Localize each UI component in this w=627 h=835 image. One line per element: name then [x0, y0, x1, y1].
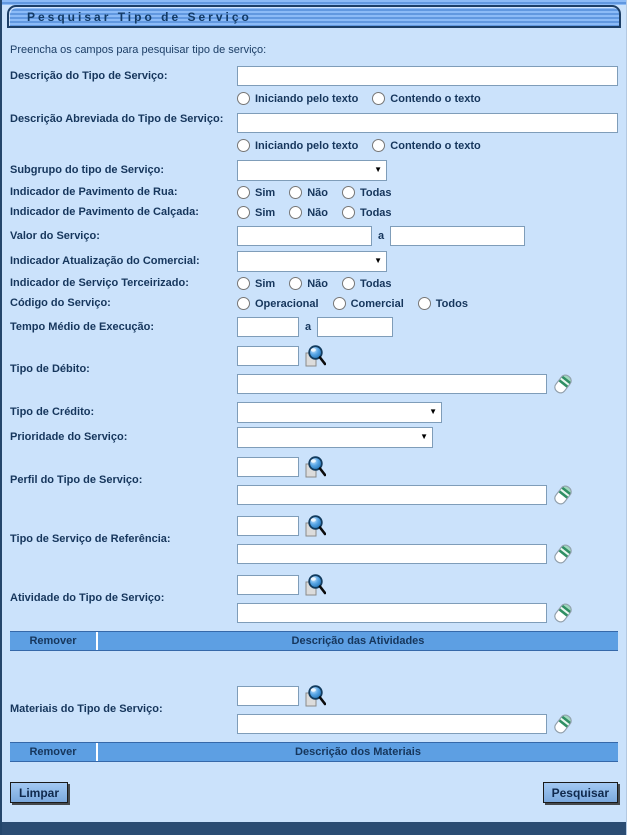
pavimento-rua-sim-label: Sim	[255, 186, 276, 199]
row-terceirizado	[10, 277, 618, 290]
pavimento-calcada-sim-label: Sim	[255, 206, 276, 219]
perfil-label: Perfil do Tipo de Serviço:	[10, 474, 143, 486]
tipo-debito-code-input[interactable]	[237, 346, 299, 366]
eraser-icon	[553, 542, 573, 566]
row-descricao-radios	[10, 92, 618, 105]
magnifier-document-icon	[303, 514, 326, 538]
pavimento-rua-todas-radio[interactable]	[342, 186, 355, 199]
pesquisar-button[interactable]: Pesquisar	[543, 782, 618, 803]
pavimento-calcada-todas-label: Todas	[359, 206, 392, 219]
codigo-comercial-label: Comercial	[350, 297, 404, 310]
materiais-code-input[interactable]	[237, 686, 299, 706]
magnifier-document-icon	[303, 344, 326, 368]
chevron-down-icon: ▼	[374, 256, 382, 265]
terceirizado-nao-label: Não	[307, 277, 328, 290]
terceirizado-sim-radio[interactable]	[237, 277, 250, 290]
pavimento-rua-sim-radio[interactable]	[237, 186, 250, 199]
pavimento-rua-nao-radio[interactable]	[289, 186, 302, 199]
pavimento-calcada-todas-radio[interactable]	[342, 206, 355, 219]
tipo-credito-label: Tipo de Crédito:	[10, 406, 95, 418]
descricao-abreviada-label: Descrição Abreviada do Tipo de Serviço:	[10, 113, 224, 125]
descricao-input[interactable]	[237, 66, 618, 86]
spacer	[10, 657, 618, 683]
materiais-clear-button[interactable]	[553, 712, 573, 736]
referencia-label: Tipo de Serviço de Referência:	[10, 533, 171, 545]
valor-servico-label: Valor do Serviço:	[10, 229, 100, 242]
tempo-medio-from-input[interactable]	[237, 317, 299, 337]
row-descricao-abreviada	[10, 113, 618, 133]
valor-servico-to-input[interactable]	[390, 226, 525, 246]
page-title: Pesquisar Tipo de Serviço	[27, 9, 252, 24]
chevron-down-icon: ▼	[420, 432, 428, 441]
atividade-clear-button[interactable]	[553, 601, 573, 625]
perfil-clear-button[interactable]	[553, 483, 573, 507]
pavimento-rua-todas-label: Todas	[359, 186, 392, 199]
materiais-label: Materiais do Tipo de Serviço:	[10, 703, 163, 715]
descricao-iniciando-radio[interactable]	[237, 92, 250, 105]
tipo-debito-description-field	[237, 374, 547, 394]
atividade-code-input[interactable]	[237, 575, 299, 595]
magnifier-document-icon	[303, 684, 326, 708]
row-tempo-medio	[10, 317, 618, 337]
pavimento-calcada-sim-radio[interactable]	[237, 206, 250, 219]
tipo-credito-select[interactable]	[238, 404, 441, 423]
row-tipo-debito	[10, 343, 618, 396]
row-abreviada-radios	[10, 139, 618, 152]
atualizacao-comercial-select[interactable]	[238, 253, 386, 272]
terceirizado-nao-radio[interactable]	[289, 277, 302, 290]
terceirizado-sim-label: Sim	[255, 277, 276, 290]
row-atividade	[10, 572, 618, 625]
form-area	[2, 44, 626, 803]
materiais-descricao-column-header: Descrição dos Materiais	[295, 746, 421, 758]
codigo-servico-label: Código do Serviço:	[10, 297, 111, 309]
abreviada-iniciando-radio[interactable]	[237, 139, 250, 152]
codigo-todos-radio[interactable]	[418, 297, 431, 310]
row-atualizacao-comercial	[10, 251, 618, 272]
eraser-icon	[553, 601, 573, 625]
title-bar	[7, 5, 621, 28]
codigo-operacional-radio[interactable]	[237, 297, 250, 310]
row-pavimento-rua	[10, 186, 618, 199]
valor-range-separator: a	[378, 230, 385, 242]
prioridade-label: Prioridade do Serviço:	[10, 431, 128, 443]
referencia-description-field	[237, 544, 547, 564]
materiais-description-field	[237, 714, 547, 734]
eraser-icon	[553, 712, 573, 736]
row-materiais	[10, 683, 618, 736]
row-pavimento-calcada	[10, 206, 618, 219]
pavimento-calcada-label: Indicador de Pavimento de Calçada:	[10, 206, 199, 218]
descricao-iniciando-label: Iniciando pelo texto	[255, 92, 359, 105]
abreviada-iniciando-label: Iniciando pelo texto	[255, 139, 359, 152]
tempo-medio-to-input[interactable]	[317, 317, 393, 337]
magnifier-document-icon	[303, 455, 326, 479]
materiais-lookup-button[interactable]	[303, 684, 326, 708]
codigo-todos-label: Todos	[435, 297, 468, 310]
actions-row	[10, 782, 618, 803]
atividades-table-header	[10, 631, 618, 651]
row-prioridade	[10, 427, 618, 448]
referencia-code-input[interactable]	[237, 516, 299, 536]
atividade-lookup-button[interactable]	[303, 573, 326, 597]
row-referencia	[10, 513, 618, 566]
chevron-down-icon: ▼	[374, 165, 382, 174]
subgrupo-label: Subgrupo do tipo de Serviço:	[10, 164, 164, 176]
abreviada-contendo-label: Contendo o texto	[390, 139, 481, 152]
atividades-descricao-column-header: Descrição das Atividades	[291, 635, 425, 647]
pavimento-rua-nao-label: Não	[307, 186, 328, 199]
descricao-contendo-radio[interactable]	[372, 92, 385, 105]
tipo-debito-lookup-button[interactable]	[303, 344, 326, 368]
row-codigo-servico	[10, 297, 618, 310]
eraser-icon	[553, 483, 573, 507]
perfil-lookup-button[interactable]	[303, 455, 326, 479]
magnifier-document-icon	[303, 573, 326, 597]
atividades-remover-column-header: Remover	[10, 632, 98, 650]
prioridade-select[interactable]	[238, 429, 432, 448]
row-descricao	[10, 66, 618, 86]
codigo-comercial-radio[interactable]	[333, 297, 346, 310]
tempo-medio-label: Tempo Médio de Execução:	[10, 320, 155, 333]
descricao-label: Descrição do Tipo de Serviço:	[10, 69, 168, 82]
descricao-abreviada-input[interactable]	[237, 113, 618, 133]
eraser-icon	[553, 372, 573, 396]
atualizacao-comercial-label: Indicador Atualização do Comercial:	[10, 255, 200, 267]
limpar-button[interactable]: Limpar	[10, 782, 68, 803]
atividade-description-field	[237, 603, 547, 623]
materiais-table	[10, 742, 618, 762]
perfil-code-input[interactable]	[237, 457, 299, 477]
chevron-down-icon: ▼	[429, 407, 437, 416]
tipo-debito-label: Tipo de Débito:	[10, 363, 90, 375]
codigo-operacional-label: Operacional	[255, 297, 319, 310]
pavimento-calcada-nao-radio[interactable]	[289, 206, 302, 219]
row-subgrupo	[10, 160, 618, 181]
referencia-clear-button[interactable]	[553, 542, 573, 566]
subgrupo-select[interactable]	[238, 162, 386, 181]
tipo-debito-clear-button[interactable]	[553, 372, 573, 396]
bottom-bar	[2, 822, 626, 835]
row-tipo-credito	[10, 402, 618, 423]
pavimento-calcada-nao-label: Não	[307, 206, 328, 219]
materiais-remover-column-header: Remover	[10, 743, 98, 761]
descricao-contendo-label: Contendo o texto	[390, 92, 481, 105]
perfil-description-field	[237, 485, 547, 505]
instruction-text: Preencha os campos para pesquisar tipo de serviço:	[10, 44, 267, 56]
materiais-table-header	[10, 742, 618, 762]
atividade-label: Atividade do Tipo de Serviço:	[10, 592, 165, 604]
valor-servico-from-input[interactable]	[237, 226, 372, 246]
pavimento-rua-label: Indicador de Pavimento de Rua:	[10, 186, 178, 198]
row-valor-servico	[10, 226, 618, 246]
tempo-range-separator: a	[305, 321, 312, 333]
terceirizado-todas-label: Todas	[359, 277, 392, 290]
terceirizado-todas-radio[interactable]	[342, 277, 355, 290]
abreviada-contendo-radio[interactable]	[372, 139, 385, 152]
row-perfil	[10, 454, 618, 507]
atividades-table	[10, 631, 618, 651]
referencia-lookup-button[interactable]	[303, 514, 326, 538]
terceirizado-label: Indicador de Serviço Terceirizado:	[10, 277, 189, 289]
